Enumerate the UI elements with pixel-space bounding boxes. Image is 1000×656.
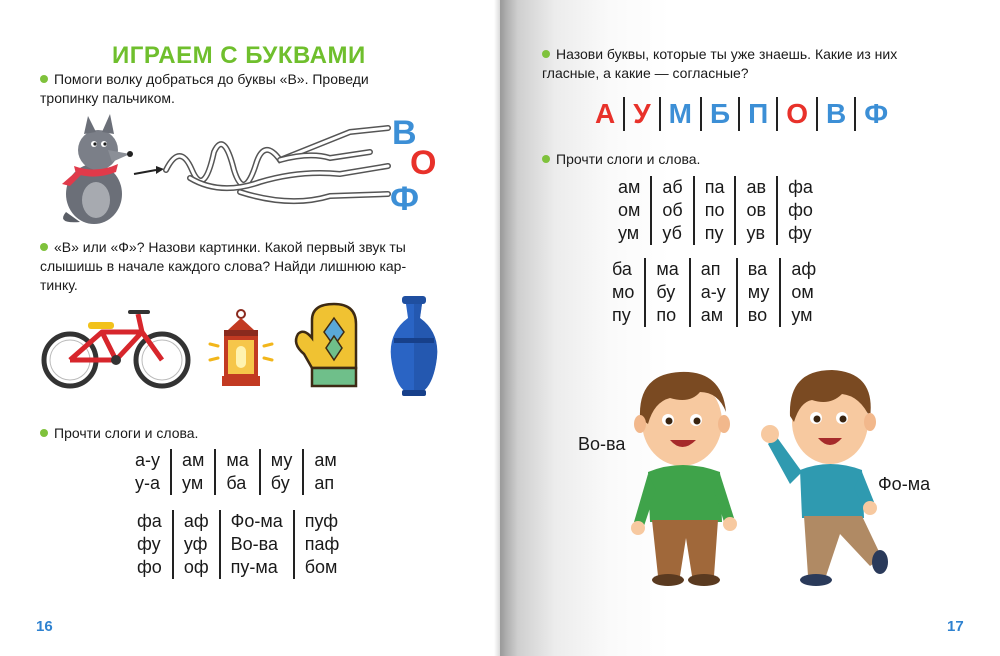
task-maze-line1: Помоги волку добраться до буквы «В». Проведи xyxy=(54,71,369,87)
maze-letter-f: Ф xyxy=(390,180,420,218)
maze-letter-o: О xyxy=(410,144,437,182)
task-maze-line2: тропинку пальчиком. xyxy=(40,90,175,106)
syllable-cell: ма xyxy=(656,259,679,279)
letter-divider xyxy=(776,97,778,131)
syllable-cell: ув xyxy=(746,223,766,243)
syllable-cell: а-у xyxy=(135,450,161,470)
syllable-table-left-2 xyxy=(137,510,349,579)
letter-divider xyxy=(854,97,856,131)
syllable-cell: уф xyxy=(183,534,208,554)
syllable-cell: ум xyxy=(791,305,813,325)
syllable-column xyxy=(736,258,780,327)
syllable-column xyxy=(259,449,303,495)
syllable-cell: ап xyxy=(700,259,721,279)
syllable-cell: пу xyxy=(612,305,631,325)
syllable-column xyxy=(214,449,258,495)
syllable-column xyxy=(734,176,776,245)
mitten-icon xyxy=(290,300,372,392)
bullet-icon xyxy=(40,243,48,251)
maze-letter-v: В xyxy=(392,114,417,152)
syllable-column xyxy=(302,449,346,495)
syllable-table-right-1 xyxy=(618,176,823,245)
syllable-cell: Во-ва xyxy=(230,534,279,554)
syllable-table-left-1 xyxy=(135,449,347,495)
bullet-icon xyxy=(542,155,550,163)
task-pictures-line1: «В» или «Ф»? Назови картинки. Какой первый звук ты xyxy=(54,239,406,255)
letter-divider xyxy=(659,97,661,131)
syllable-column xyxy=(219,510,293,579)
syllable-cell: бом xyxy=(304,557,338,577)
syllable-table-right-2 xyxy=(612,258,826,327)
letter-m: М xyxy=(668,98,692,129)
letter-v: В xyxy=(826,98,847,129)
syllable-cell: ам xyxy=(700,305,724,325)
syllable-cell: бу xyxy=(270,473,290,493)
letter-f: Ф xyxy=(864,98,889,129)
syllable-cell: по xyxy=(704,200,725,220)
syllable-cell: ап xyxy=(314,473,335,493)
syllable-cell: аф xyxy=(791,259,817,279)
letter-b: Б xyxy=(709,98,731,129)
syllable-cell: паф xyxy=(304,534,340,554)
page-title: ИГРАЕМ С БУКВАМИ xyxy=(112,42,366,69)
syllable-cell: ав xyxy=(746,177,767,197)
syllable-column xyxy=(618,176,650,245)
syllable-cell: ма xyxy=(226,450,249,470)
syllable-column xyxy=(172,510,219,579)
syllable-column xyxy=(776,176,823,245)
maze-illustration xyxy=(130,112,450,222)
syllable-cell: оф xyxy=(183,557,209,577)
syllable-cell: ум xyxy=(182,473,204,493)
syllable-column xyxy=(135,449,170,495)
syllable-cell: Фо-ма xyxy=(230,511,283,531)
syllable-cell: пу xyxy=(704,223,724,243)
task-read-left xyxy=(40,424,198,443)
letter-p: П xyxy=(748,98,769,129)
syllable-cell: ва xyxy=(747,259,768,279)
syllable-cell: ам xyxy=(618,177,641,197)
bullet-icon xyxy=(40,429,48,437)
syllable-column xyxy=(693,176,735,245)
syllable-cell: фо xyxy=(137,557,162,577)
page-number-right: 17 xyxy=(947,618,964,635)
syllable-column xyxy=(689,258,736,327)
syllable-cell: аф xyxy=(183,511,209,531)
task-pictures-line3: тинку. xyxy=(40,277,78,293)
syllable-column xyxy=(779,258,826,327)
syllable-cell: ов xyxy=(746,200,767,220)
syllable-cell: му xyxy=(270,450,293,470)
syllable-cell: ба xyxy=(226,473,247,493)
syllable-cell: ам xyxy=(314,450,337,470)
syllable-cell: аб xyxy=(662,177,683,197)
letter-divider xyxy=(816,97,818,131)
lantern-icon xyxy=(206,308,276,393)
syllable-cell: ом xyxy=(791,282,814,302)
syllable-column xyxy=(137,510,172,579)
task-maze xyxy=(40,70,369,108)
syllable-column xyxy=(650,176,692,245)
vase-icon xyxy=(384,294,444,398)
syllable-cell: фу xyxy=(137,534,161,554)
letter-a: А xyxy=(595,98,616,129)
syllable-cell: пу-ма xyxy=(230,557,278,577)
syllable-cell: ум xyxy=(618,223,640,243)
syllable-cell: бу xyxy=(656,282,676,302)
task-letters xyxy=(542,45,897,83)
letter-divider xyxy=(623,97,625,131)
syllable-column xyxy=(612,258,644,327)
task-read-right-text: Прочти слоги и слова. xyxy=(556,151,701,167)
name-label-foma: Фо-ма xyxy=(878,474,931,494)
syllable-column xyxy=(293,510,350,579)
wolf-illustration xyxy=(56,112,136,227)
syllable-cell: фо xyxy=(788,200,813,220)
syllable-column xyxy=(170,449,214,495)
task-letters-line2: гласные, а какие — согласные? xyxy=(542,65,749,81)
bullet-icon xyxy=(542,50,550,58)
task-pictures xyxy=(40,238,406,295)
syllable-cell: об xyxy=(662,200,683,220)
syllable-cell: па xyxy=(704,177,725,197)
letter-u: У xyxy=(633,98,651,129)
boy-vova-illustration xyxy=(630,362,750,592)
bicycle-icon xyxy=(42,300,192,395)
letter-o: О xyxy=(786,98,809,129)
syllable-column xyxy=(644,258,688,327)
name-label-vova: Во-ва xyxy=(578,434,626,454)
syllable-cell: фа xyxy=(788,177,813,197)
syllable-cell: во xyxy=(747,305,768,325)
page-fold xyxy=(494,0,506,656)
syllable-cell: фу xyxy=(788,223,812,243)
task-pictures-line2: слышишь в начале каждого слова? Найди лишнюю кар- xyxy=(40,258,407,274)
syllable-cell: по xyxy=(656,305,677,325)
task-read-right xyxy=(542,150,700,169)
bullet-icon xyxy=(40,75,48,83)
syllable-cell: уб xyxy=(662,223,682,243)
syllable-cell: фа xyxy=(137,511,162,531)
syllable-cell: ам xyxy=(182,450,205,470)
letter-divider xyxy=(738,97,740,131)
letter-strip xyxy=(592,97,891,131)
syllable-cell: у-а xyxy=(135,473,161,493)
syllable-cell: а-у xyxy=(700,282,726,302)
task-letters-line1: Назови буквы, которые ты уже знаешь. Какие из них xyxy=(556,46,898,62)
letter-divider xyxy=(700,97,702,131)
syllable-cell: ом xyxy=(618,200,641,220)
task-read-left-text: Прочти слоги и слова. xyxy=(54,425,199,441)
syllable-cell: пуф xyxy=(304,511,339,531)
syllable-cell: ба xyxy=(612,259,632,279)
page-number-left: 16 xyxy=(36,618,53,635)
syllable-cell: му xyxy=(747,282,770,302)
syllable-cell: мо xyxy=(612,282,635,302)
